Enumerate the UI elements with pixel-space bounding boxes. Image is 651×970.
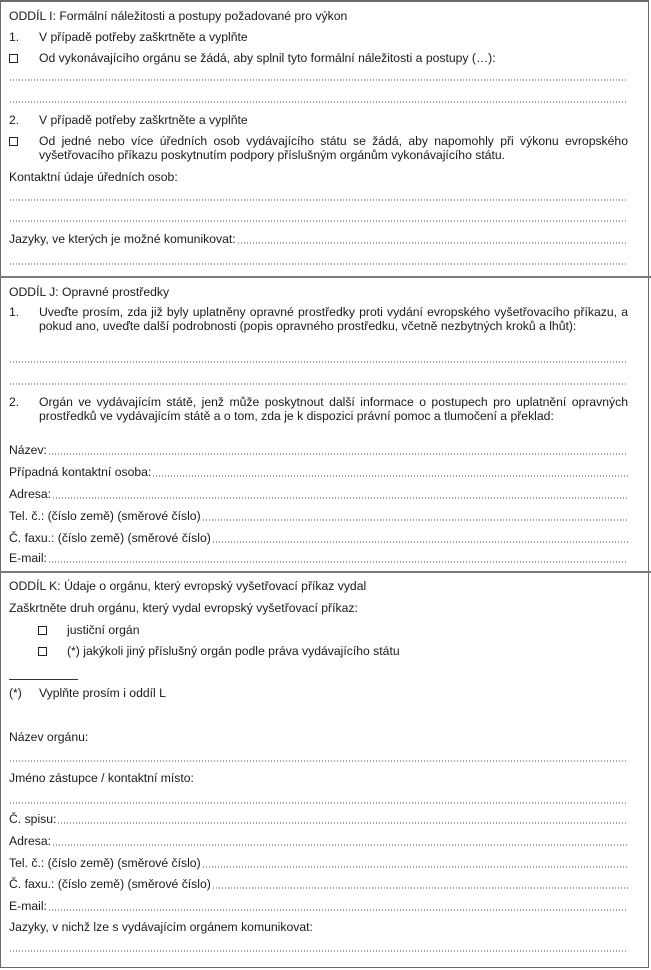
section-divider (0, 571, 651, 573)
j-fax-field[interactable] (9, 531, 628, 545)
section-k-title: ODDÍL K: Údaje o orgánu, který evropský vyšetřovací příkaz vydal (9, 579, 367, 593)
section-i-item1-option (9, 51, 496, 65)
contact-officials-label: Kontaktní údaje úředních osob: (9, 170, 178, 184)
k-fax-label: Č. faxu.: (číslo země) (směrové číslo) (9, 877, 211, 891)
k-file-no-label: Č. spisu: (9, 812, 57, 826)
footnote-text: Vyplňte prosím i oddíl L (39, 686, 166, 700)
section-i-item2 (9, 113, 248, 127)
formalities-input-line-2[interactable] (9, 101, 628, 103)
k-representative-input[interactable] (9, 802, 628, 804)
j-phone-field[interactable] (9, 509, 628, 523)
j-contact-person-label: Případná kontaktní osoba: (9, 465, 152, 479)
footnote (9, 686, 166, 700)
j-address-field[interactable] (9, 487, 628, 501)
section-divider (0, 276, 651, 278)
item-number: 2. (9, 395, 20, 409)
j-name-field[interactable] (9, 443, 628, 457)
section-k-instruction: Zaškrtněte druh orgánu, který vydal evropský vyšetřovací příkaz: (9, 601, 358, 615)
j-contact-person-field[interactable] (9, 465, 628, 479)
checkbox-formalities-label: Od vykonávajícího orgánu se žádá, aby splnil tyto formální náležitosti a postupy (…): (39, 51, 496, 65)
k-authority-name-input[interactable] (9, 760, 628, 762)
j-address-label: Adresa: (9, 487, 52, 501)
section-i-title: ODDÍL I: Formální náležitosti a postupy požadované pro výkon (9, 9, 348, 23)
remedies-authority-text: Orgán ve vydávajícím státě, jenž může poskytnout další informace o postupech pro uplatnění opravných prostředků ve vydávajícím státě a o tom, zda je k dispozici právní pomoc a tlumočení a překlad: (39, 395, 628, 424)
k-email-label: E-mail: (9, 899, 47, 913)
k-phone-field[interactable] (9, 856, 628, 870)
languages-label: Jazyky, ve kterých je možné komunikovat: (9, 232, 236, 246)
k-languages-label: Jazyky, v nichž lze s vydávajícím orgánem komunikovat: (9, 920, 313, 934)
formalities-input-line-1[interactable] (9, 79, 628, 81)
section-j-title: ODDÍL J: Opravné prostředky (9, 285, 170, 299)
languages-input-line-2[interactable] (9, 263, 628, 265)
item-instruction: V případě potřeby zaškrtněte a vyplňte (39, 30, 248, 44)
footnote-marker: (*) (9, 686, 22, 700)
remedies-question: Uveďte prosím, zda již byly uplatněny opravné prostředky proti vydání evropského vyšetřovacího příkazu, a pokud ano, uveďte další podrobnosti (popis opravného prostředku, včetně nezbytných kroků a lhůt): (39, 305, 628, 334)
item-number: 1. (9, 305, 20, 319)
k-fax-field[interactable] (9, 877, 628, 891)
checkbox-formalities[interactable] (9, 54, 18, 63)
j-fax-label: Č. faxu.: (číslo země) (směrové číslo) (9, 531, 211, 545)
option-other-authority[interactable] (38, 644, 400, 658)
checkbox-other-authority[interactable] (38, 647, 47, 656)
option-judicial-authority-label: justiční orgán (67, 623, 140, 637)
k-authority-name-label: Název orgánu: (9, 730, 89, 744)
checkbox-official-assistance-label: Od jedné nebo více úředních osob vydávajícího státu se žádá, aby napomohly při výkonu evropského vyšetřovacího příkazu poskytnutím podpory příslušným orgánům vykonávajícího státu. (39, 134, 628, 163)
item-instruction: V případě potřeby zaškrtněte a vyplňte (39, 113, 248, 127)
checkbox-official-assistance[interactable] (9, 137, 18, 146)
checkbox-judicial-authority[interactable] (38, 626, 47, 635)
remedies-input-line-2[interactable] (9, 383, 628, 385)
contact-officials-input-line-1[interactable] (9, 199, 628, 201)
option-judicial-authority[interactable] (38, 623, 140, 637)
contact-officials-input-line-2[interactable] (9, 220, 628, 222)
k-representative-label: Jméno zástupce / kontaktní místo: (9, 771, 194, 785)
footnote-rule (9, 679, 78, 680)
option-other-authority-label: (*) jakýkoli jiný příslušný orgán podle práva vydávajícího státu (67, 644, 400, 658)
j-email-label: E-mail: (9, 551, 47, 565)
section-i-item1 (9, 30, 248, 44)
k-address-label: Adresa: (9, 834, 52, 848)
k-email-field[interactable] (9, 899, 628, 913)
k-languages-input[interactable] (9, 950, 628, 952)
item-number: 2. (9, 113, 20, 127)
remedies-input-line-1[interactable] (9, 361, 628, 363)
k-address-field[interactable] (9, 834, 628, 848)
item-number: 1. (9, 30, 20, 44)
k-file-no-field[interactable] (9, 812, 628, 826)
k-phone-label: Tel. č.: (číslo země) (směrové číslo) (9, 856, 201, 870)
j-phone-label: Tel. č.: (číslo země) (směrové číslo) (9, 509, 201, 523)
languages-field[interactable] (9, 232, 628, 246)
j-email-field[interactable] (9, 551, 628, 565)
j-name-label: Název: (9, 443, 47, 457)
